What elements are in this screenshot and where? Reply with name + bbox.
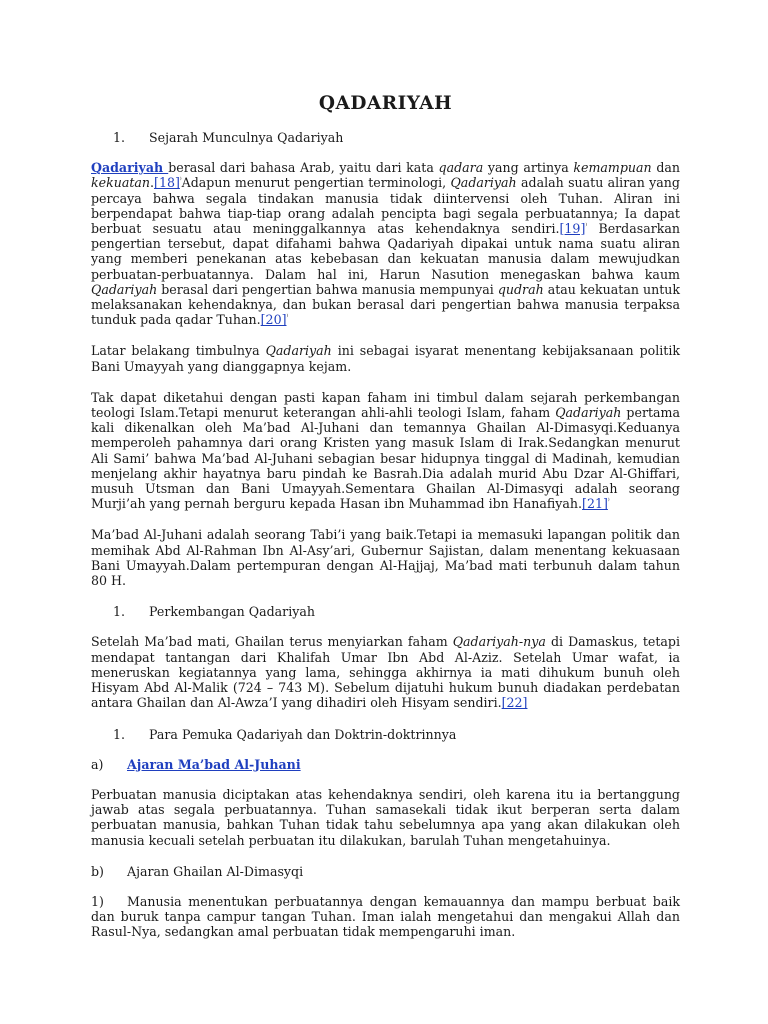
footnote-mark-icon: ⁾	[607, 497, 610, 506]
footnote-link-22[interactable]: [22]	[501, 695, 528, 711]
paragraph-ghailan: Setelah Ma’bad mati, Ghailan terus menyiarkan faham Qadariyah-nya di Damaskus, tetapi mendapat tantangan dari Khalifah Umar Ibn Abd Al-Aziz. Setelah Umar wafat, ia meneruskan kegiatannya yang lama, sehingga akhirnya ia mati dihukum bunuh oleh Hisyam Abd Al-Malik (724 – 743 M). Sebelum dijatuhi hukum bunuh diadakan perdebatan antara Ghailan dan Al-Awza’I yang dihadiri oleh Hisyam sendiri.[22]	[91, 634, 681, 711]
footnote-mark-icon: ⁾	[179, 176, 182, 185]
section-number: 1.	[113, 604, 126, 620]
item-label: 1)	[91, 893, 104, 909]
ajaran-mabad-link[interactable]: Ajaran Ma’bad Al-Juhani	[127, 756, 301, 772]
sub-label: a)	[91, 756, 104, 772]
footnote-link-19[interactable]: [19]	[559, 221, 586, 237]
footnote-link-21[interactable]: [21]	[582, 496, 608, 512]
footnote-mark-icon: ⁾	[286, 313, 289, 322]
footnote-link-18[interactable]: [18]	[154, 175, 180, 191]
paragraph-ajaran-mabad: Perbuatan manusia diciptakan atas kehendaknya sendiri, oleh karena itu ia bertanggung jawab atas segala perbuatannya. Tuhan samasekali tidak ikut berperan serta dalam perbuatan manusia, bahkan Tuhan tidak tahu sebelumnya apa yang akan dilakukan oleh manusia kecuali setelah perbuatan itu dilakukan, barulah Tuhan mengetahuinya.	[91, 786, 680, 848]
section-heading-sejarah	[91, 130, 680, 145]
section-heading-text: Sejarah Munculnya Qadariyah	[149, 130, 344, 145]
subheading-ajaran-ghailan	[91, 864, 680, 879]
page-title: QADARIYAH	[318, 93, 453, 114]
section-heading-text: Para Pemuka Qadariyah dan Doktrin-doktrinnya	[149, 726, 457, 742]
subheading-ajaran-mabad	[91, 757, 680, 772]
paragraph-definition: Qadariyah berasal dari bahasa Arab, yaitu dari kata qadara yang artinya kemampuan dan kekuatan.[18]⁾Adapun menurut pengertian terminologi, Qadariyah adalah suatu aliran yang percaya bahwa segala tindakan manusia tidak diintervensi oleh Tuhan. Aliran ini berpendapat bahwa tiap-tiap orang adalah pencipta bagi segala perbuatannya; Ia dapat berbuat sesuatu atau meninggalkannya atas kehendaknya sendiri.[19]⁾ Berdasarkan pengertian tersebut, dapat difahami bahwa Qadariyah dipakai untuk nama suatu aliran yang memberi penekanan atas kebebasan dan kekuatan manusia dalam mewujudkan perbuatan-perbuatannya. Dalam hal ini, Harun Nasution menegaskan bahwa kaum Qadariyah berasal dari pengertian bahwa manusia mempunyai qudrah atau kekuatan untuk melaksanakan kehendaknya, dan bukan berasal dari pengertian bahwa manusia terpaksa tunduk pada qadar Tuhan.[20]⁾	[91, 160, 681, 328]
paragraph-latar-belakang: Latar belakang timbulnya Qadariyah ini sebagai isyarat menentang kebijaksanaan politik Bani Umayyah yang dianggapnya kejam.	[91, 343, 680, 374]
paragraph-mabad: Ma’bad Al-Juhani adalah seorang Tabi’i yang baik.Tetapi ia memasuki lapangan politik dan memihak Abd Al-Rahman Ibn Al-Asy’ari, Gubernur Sajistan, dalam menentang kekuasaan Bani Umayyah.Dalam pertempuran dengan Al-Hajjaj, Ma’bad mati terbunuh dalam tahun 80 H.	[91, 527, 680, 589]
footnote-mark-icon: ⁾	[585, 221, 588, 230]
section-heading-text: Perkembangan Qadariyah	[149, 604, 315, 620]
section-heading-perkembangan	[91, 604, 680, 619]
section-heading-pemuka	[91, 727, 680, 742]
sub-title: Ajaran Ghailan Al-Dimasyqi	[127, 863, 304, 879]
qadariyah-link[interactable]: Qadariyah	[91, 160, 169, 176]
sub-label: b)	[91, 863, 104, 879]
paragraph-history: Tak dapat diketahui dengan pasti kapan faham ini timbul dalam sejarah perkembangan teologi Islam.Tetapi menurut keterangan ahli-ahli teologi Islam, faham Qadariyah pertama kali dikenalkan oleh Ma’bad Al-Juhani dan temannya Ghailan Al-Dimasyqi.Keduanya memperoleh pahamnya dari orang Kristen yang masuk Islam di Irak.Sedangkan menurut Ali Sami’ bahwa Ma’bad Al-Juhani sebagian besar hidupnya tinggal di Madinah, kemudian menjelang akhir hayatnya baru pindah ke Basrah.Dia adalah murid Abu Dzar Al-Ghiffari, musuh Utsman dan Bani Umayyah.Sementara Ghailan Al-Dimasyqi adalah seorang Murji’ah yang pernah berguru kepada Hasan ibn Muhammad ibn Hanafiyah.[21]⁾	[91, 389, 680, 512]
section-number: 1.	[113, 130, 126, 145]
footnote-link-20[interactable]: [20]	[260, 312, 287, 328]
section-number: 1.	[113, 726, 126, 742]
paragraph-ajaran-ghailan-1: 1) Manusia menentukan perbuatannya dengan kemauannya dan mampu berbuat baik dan buruk tanpa campur tangan Tuhan. Iman ialah mengetahui dan mengakui Allah dan Rasul-Nya, sedangkan amal perbuatan tidak mempengaruhi iman.	[91, 893, 680, 940]
